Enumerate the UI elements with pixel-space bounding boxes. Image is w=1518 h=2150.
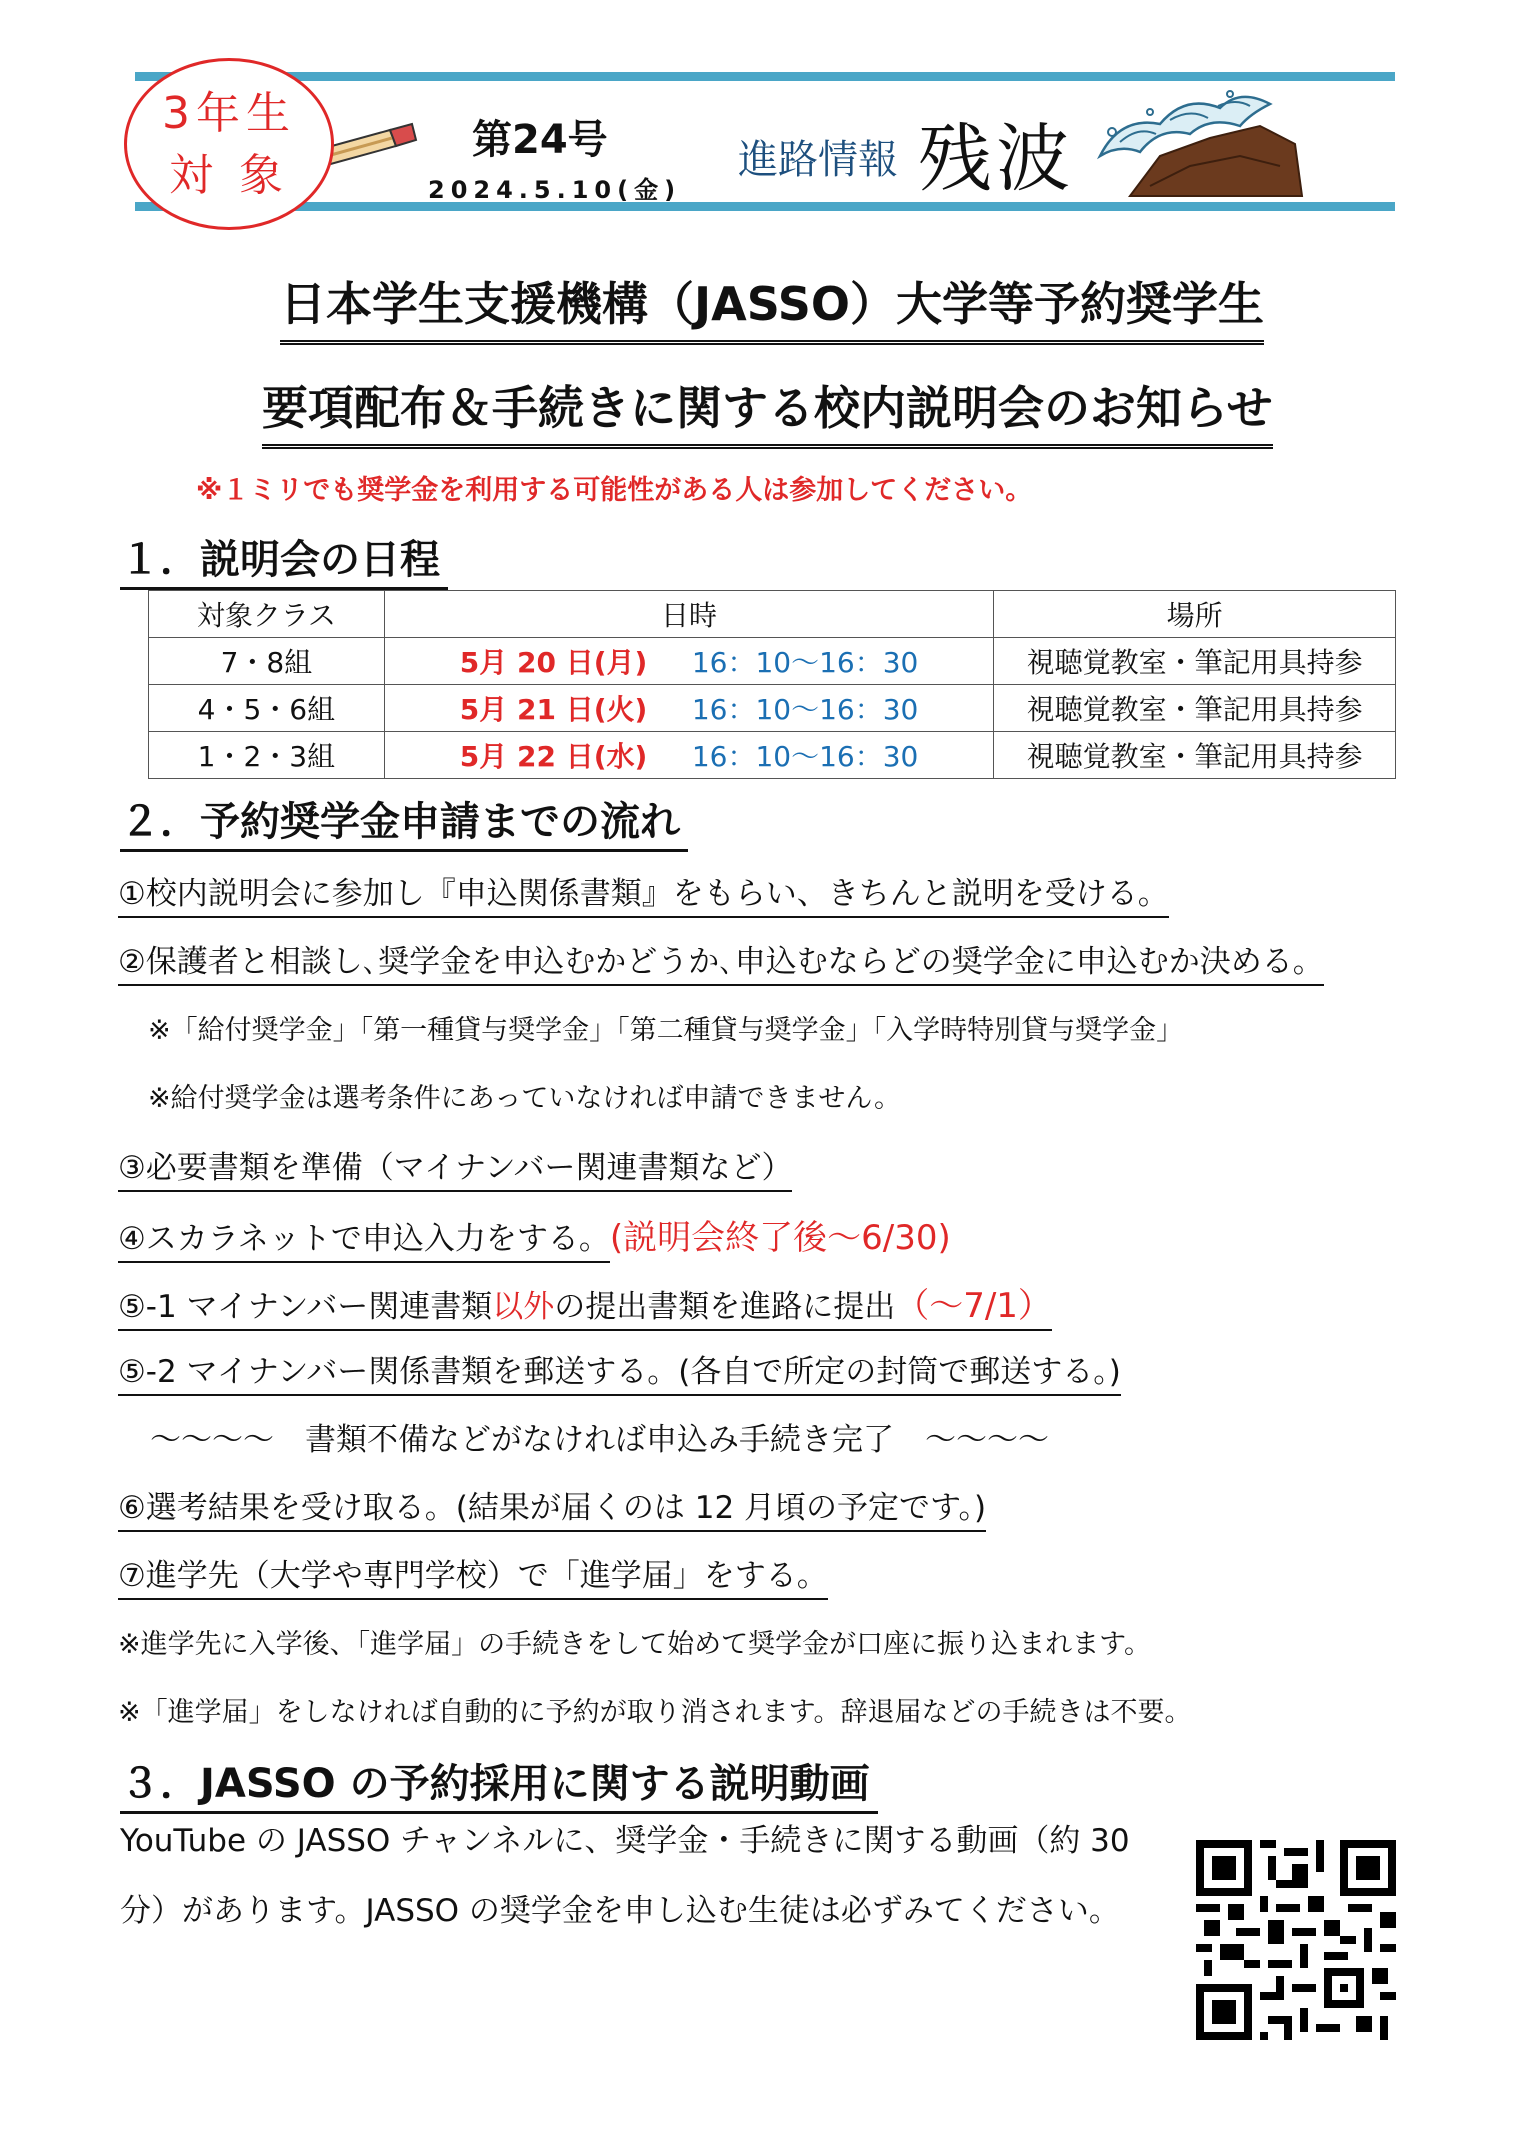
note-reservation-cancel: ※「進学届」をしなければ自動的に予約が取り消されます。辞退届などの手続きは不要。 bbox=[118, 1697, 1192, 1728]
wave-illustration-icon bbox=[1090, 86, 1305, 198]
note-selection-condition: ※給付奨学金は選考条件にあっていなければ申請できません。 bbox=[148, 1083, 901, 1114]
step5-1-emphasis: 以外 bbox=[492, 1289, 555, 1325]
issue-date: 2024.5.10(金) bbox=[428, 176, 682, 204]
schedule-table bbox=[148, 590, 1396, 779]
completion-line: ～～～～ 書類不備などがなければ申込み手続き完了 ～～～～ bbox=[150, 1422, 1049, 1458]
row-class: 1・2・3組 bbox=[149, 732, 385, 779]
row-class: 4・5・6組 bbox=[149, 685, 385, 732]
row-place: 視聴覚教室・筆記用具持参 bbox=[994, 638, 1396, 685]
main-title-line2: 要項配布＆手続きに関する校内説明会のお知らせ bbox=[262, 372, 1273, 449]
table-row bbox=[149, 685, 1396, 732]
row-time: 16：10～16：30 bbox=[691, 693, 919, 726]
section3-heading: ３．JASSO の予約採用に関する説明動画 bbox=[120, 1752, 878, 1814]
badge-line2: 対 象 bbox=[169, 150, 289, 201]
table-row bbox=[149, 638, 1396, 685]
flow-step-4: ④スカラネットで申込入力をする。(説明会終了後～6/30) bbox=[118, 1210, 951, 1259]
row-place: 視聴覚教室・筆記用具持参 bbox=[994, 732, 1396, 779]
flow-step-5-2: ⑤-2 マイナンバー関係書類を郵送する。(各自で所定の封筒で郵送する。) bbox=[118, 1346, 1121, 1391]
target-grade-badge bbox=[124, 58, 334, 230]
row-time: 16：10～16：30 bbox=[691, 740, 919, 773]
flow-step-6: ⑥選考結果を受け取る。(結果が届くのは 12 月頃の予定です。) bbox=[118, 1482, 986, 1527]
brand-logo-text: 残波 bbox=[918, 116, 1074, 202]
header-top-rule bbox=[135, 72, 1395, 81]
note-after-enrollment: ※進学先に入学後、「進学届」の手続きをして始めて奨学金が口座に振り込まれます。 bbox=[118, 1629, 1151, 1660]
row-datetime bbox=[384, 638, 994, 685]
table-row bbox=[149, 732, 1396, 779]
row-date: 5月 20 日(月) bbox=[459, 646, 648, 679]
col-header-class: 対象クラス bbox=[149, 591, 385, 638]
flow-step-1: ①校内説明会に参加し『申込関係書類』をもらい、きちんと説明を受ける。 bbox=[118, 868, 1169, 913]
flow-step-7: ⑦進学先（大学や専門学校）で「進学届」をする。 bbox=[118, 1550, 828, 1595]
row-time: 16：10～16：30 bbox=[691, 646, 919, 679]
badge-line1: 3年生 bbox=[162, 88, 296, 139]
flow-step-3: ③必要書類を準備（マイナンバー関連書類など） bbox=[118, 1142, 792, 1187]
row-place: 視聴覚教室・筆記用具持参 bbox=[994, 685, 1396, 732]
issue-number: 第24号 bbox=[472, 117, 608, 163]
row-date: 5月 22 日(水) bbox=[459, 740, 648, 773]
series-label: 進路情報 bbox=[738, 137, 898, 183]
step4-deadline: (説明会終了後～6/30) bbox=[609, 1218, 951, 1258]
row-class: 7・8組 bbox=[149, 638, 385, 685]
note-scholarship-types: ※「給付奨学金」「第一種貸与奨学金」「第二種貸与奨学金」「入学時特別貸与奨学金」 bbox=[148, 1015, 1184, 1046]
main-title-line1: 日本学生支援機構（JASSO）大学等予約奨学生 bbox=[280, 268, 1264, 345]
section2-heading: ２．予約奨学金申請までの流れ bbox=[120, 790, 688, 852]
section1-heading: １．説明会の日程 bbox=[120, 528, 448, 590]
participation-notice: ※１ミリでも奨学金を利用する可能性がある人は参加してください。 bbox=[196, 475, 1033, 506]
flow-step-2: ②保護者と相談し､奨学金を申込むかどうか､申込むならどの奨学金に申込むか決める。 bbox=[118, 936, 1324, 981]
flow-step-5-1: ⑤-1 マイナンバー関連書類以外の提出書類を進路に提出（～7/1） bbox=[118, 1278, 1052, 1327]
table-header-row bbox=[149, 591, 1396, 638]
row-datetime bbox=[384, 685, 994, 732]
qr-code-icon[interactable] bbox=[1196, 1840, 1396, 2040]
col-header-place: 場所 bbox=[994, 591, 1396, 638]
video-description: YouTube の JASSO チャンネルに、奨学金・手続きに関する動画（約 30 分）があります。JASSO の奨学金を申し込む生徒は必ずみてください。 bbox=[120, 1823, 1130, 1929]
col-header-datetime: 日時 bbox=[384, 591, 994, 638]
row-date: 5月 21 日(火) bbox=[459, 693, 648, 726]
step5-1-deadline: （～7/1） bbox=[895, 1286, 1052, 1326]
row-datetime bbox=[384, 732, 994, 779]
